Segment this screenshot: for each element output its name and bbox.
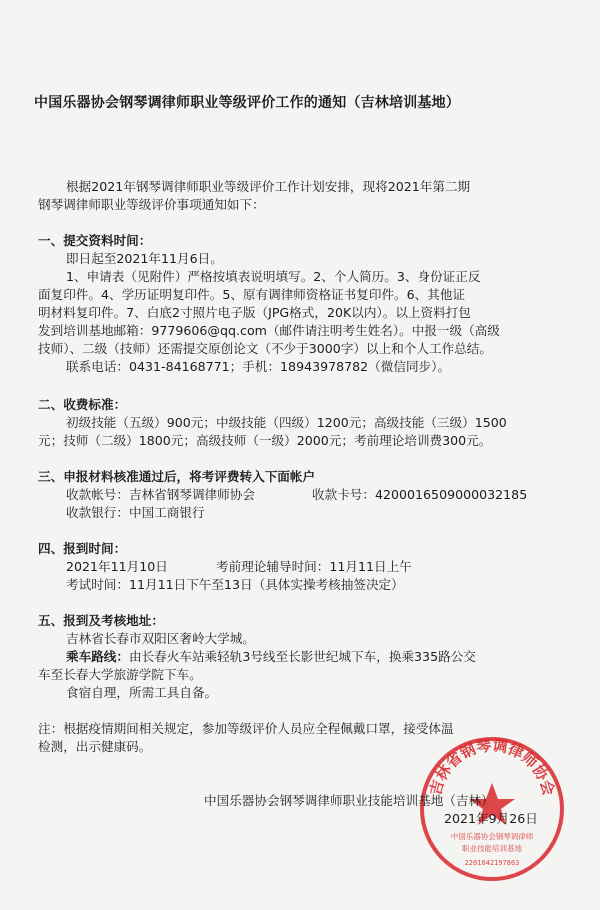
section-3-heading: 三、申报材料核准通过后，将考评费转入下面帐户 [38, 469, 316, 484]
section-1-line: 1、申请表（见附件）严格按填表说明填写。2、个人简历。3、身份证正反 [66, 269, 481, 284]
document-title: 中国乐器协会钢琴调律师职业等级评价工作的通知（吉林培训基地） [34, 95, 460, 111]
signature-org: 中国乐器协会钢琴调律师职业技能培训基地（吉林） [204, 793, 494, 808]
section-1-line: 明材料复印件。7、白底2寸照片电子版（JPG格式，20K以内）。以上资料打包 [38, 305, 471, 320]
epidemic-notice-line-2: 检测，出示健康码。 [38, 739, 152, 754]
intro-line-1: 根据2021年钢琴调律师职业等级评价工作计划安排，现将2021年第二期 [66, 179, 471, 194]
seal-code: 2201042197863 [464, 859, 520, 867]
fee-line: 元；技师（二级）1800元；高级技师（一级）2000元；考前理论培训费300元。 [38, 433, 492, 448]
section-1-line: 即日起至2021年11月6日。 [66, 251, 223, 266]
section-1-contact: 联系电话：0431-84168771；手机：18943978782（微信同步）。 [66, 359, 451, 374]
section-2-heading: 二、收费标准： [38, 397, 127, 412]
fee-line: 初级技能（五级）900元；中级技能（四级）1200元；高级技能（三级）1500 [66, 415, 507, 430]
route-line-1 [66, 648, 476, 666]
seal-inner-text-2: 职业技能培训基地 [462, 844, 522, 853]
seal-top-text: 吉林省钢琴调律师协会 [426, 736, 558, 798]
section-5-heading: 五、报到及考核地址： [38, 613, 164, 628]
route-label: 乘车路线： [66, 649, 129, 664]
section-1-heading: 一、提交资料时间： [38, 233, 152, 248]
accommodation-note: 食宿自理，所需工具自备。 [66, 685, 218, 700]
route-text: 由长春火车站乘轻轨3号线至长影世纪城下车，换乘335路公交 [128, 649, 476, 664]
exam-address: 吉林省长春市双阳区奢岭大学城。 [66, 631, 255, 646]
intro-line-2: 钢琴调律师职业等级评价事项通知如下： [38, 197, 265, 212]
section-1-line: 发到培训基地邮箱：9779606@qq.com（邮件请注明考生姓名）。中报一级（高级 [38, 323, 500, 338]
exam-time: 考试时间：11月11日下午至13日（具体实操考核抽签决定） [66, 577, 404, 592]
section-1-line: 技师）、二级（技师）还需提交原创论文（不少于3000字）以上和个人工作总结。 [38, 341, 492, 356]
seal-inner-text-1: 中国乐器协会钢琴调律师 [450, 832, 534, 841]
signature-date: 2021年9月26日 [444, 811, 538, 826]
section-4-heading: 四、报到时间： [38, 541, 127, 556]
card-number: 收款卡号：4200016509000032185 [312, 487, 528, 502]
section-1-line: 面复印件。4、学历证明复印件。5、原有调律师资格证书复印件。6、其他证 [38, 287, 466, 302]
account-name: 收款帐号：吉林省钢琴调律师协会 [66, 487, 255, 502]
epidemic-notice-line-1: 注：根据疫情期间相关规定，参加等级评价人员应全程佩戴口罩，接受体温 [38, 721, 454, 736]
route-line-2: 车至长春大学旅游学院下车。 [38, 667, 202, 682]
tutoring-time: 考前理论辅导时间：11月11日上午 [216, 559, 412, 574]
report-date: 2021年11月10日 [66, 559, 168, 574]
bank-name: 收款银行：中国工商银行 [66, 505, 205, 520]
